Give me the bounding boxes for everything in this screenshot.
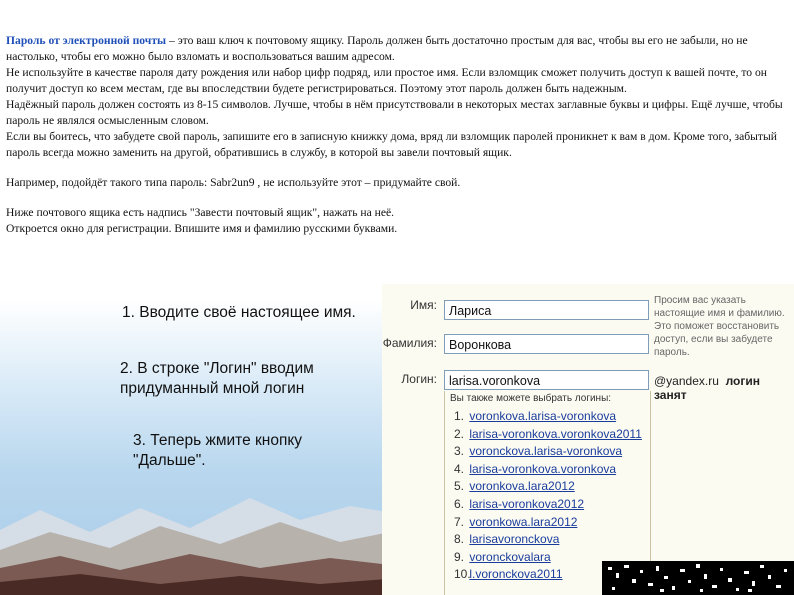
name-hint: Просим вас указать настоящие имя и фамилию. Это поможет восстановить доступ, если вы забудете пароль. xyxy=(654,295,785,358)
domain-suffix: @yandex.ru xyxy=(654,374,719,388)
paragraph-password-intro: Пароль от электронной почты – это ваш ключ к почтовому ящику. Пароль должен быть достаточно простым для вас, чтобы вы его не забыли, но не настолько, чтобы его можно было взломать и воспользоваться вашим адресом. xyxy=(6,34,748,63)
suggestion-link[interactable]: voronckova.larisa-voronkova xyxy=(469,444,623,459)
suggestion-link[interactable]: voronkowa.lara2012 xyxy=(469,514,578,529)
mountains-decoration xyxy=(0,470,400,595)
paragraph-write-down: Если вы боитесь, что забудете свой пароль, запишите его в записную книжку дома, вряд ли взломщик паролей проникнет к вам в дом. Кроме того, забытый пароль всегда можно заменить на другой, обратившись в службу, в которой вы завели почтовый ящик. xyxy=(6,130,777,159)
suggestion-link[interactable]: larisa-voronkova.voronkova xyxy=(469,461,617,476)
paragraph-no-birthdate: Не используйте в качестве пароля дату рождения или набор цифр подряд, или простое имя. Если взломщик сможет получить доступ к вашей почте, то он получит доступ ко всем местам, где вы впоследствии будете регистрироваться. Поэтому этот пароль должен быть надежным. xyxy=(6,66,767,95)
suggestion-item[interactable]: 1. voronkova.larisa-voronkova xyxy=(454,409,617,423)
suggestion-item[interactable]: 8. larisavoronckova xyxy=(454,532,560,547)
suggestion-item[interactable]: 4. larisa-voronkova.voronkova xyxy=(454,461,617,476)
suggestion-link[interactable]: voronkova.lara2012 xyxy=(469,479,575,494)
suggestions-list xyxy=(454,408,642,584)
suggestion-link[interactable]: voronkova.larisa-voronkova xyxy=(469,409,617,423)
suggestion-item[interactable]: 10. l.voronckova2011 xyxy=(454,567,563,582)
step-2-text: 2. В строке "Логин" вводим придуманный мной логин xyxy=(120,360,314,397)
article-text xyxy=(6,33,788,237)
surname-input[interactable]: Воронкова xyxy=(444,334,649,354)
registration-form-screenshot xyxy=(382,284,794,595)
suggestion-item[interactable]: 6. larisa-voronkova2012 xyxy=(454,496,585,511)
surname-label: Фамилия: xyxy=(382,336,437,350)
suggestion-item[interactable]: 3. voronckova.larisa-voronkova xyxy=(454,444,623,459)
password-title: Пароль от электронной почты xyxy=(6,34,167,47)
paragraph-create-mailbox: Ниже почтового ящика есть надпись "Завести почтовый ящик", нажать на неё. xyxy=(6,206,395,219)
login-input[interactable]: larisa.voronkova xyxy=(444,370,649,390)
paragraph-strong-password: Надёжный пароль должен состоять из 8-15 символов. Лучше, чтобы в нём присутствовали в некоторых местах заглавные буквы и цифры. Ещё лучше, чтобы пароль не являлся осмысленным словом. xyxy=(6,98,783,127)
paragraph-example: Например, подойдёт такого типа пароль: Sabr2un9 , не используйте этот – придумайте свой. xyxy=(6,176,461,189)
login-label: Логин: xyxy=(401,372,437,386)
suggestion-link[interactable]: larisa-voronkova.voronkova2011 xyxy=(469,426,642,441)
domain-status xyxy=(654,374,794,402)
suggestion-link[interactable]: voronckovalara xyxy=(469,549,551,564)
suggestions-title: Вы также можете выбрать логины: xyxy=(450,393,612,404)
step-3-text: 3. Теперь жмите кнопку "Дальше". xyxy=(133,432,303,469)
suggestion-item[interactable]: 7. voronkowa.lara2012 xyxy=(454,514,578,529)
name-input[interactable]: Лариса xyxy=(444,300,649,320)
suggestion-link[interactable]: larisa-voronkova2012 xyxy=(469,496,585,511)
noise-pattern-decoration xyxy=(602,561,794,595)
suggestion-item[interactable]: 5. voronkova.lara2012 xyxy=(454,479,575,494)
login-taken-status: логин занят xyxy=(654,374,760,402)
suggestion-link[interactable]: larisavoronckova xyxy=(469,532,560,547)
suggestion-link[interactable]: l.voronckova2011 xyxy=(469,567,563,582)
suggestion-item[interactable]: 9. voronckovalara xyxy=(454,549,551,564)
step-1-text: 1. Вводите своё настоящее имя. xyxy=(122,304,356,321)
paragraph-registration-window: Откроется окно для регистрации. Впишите имя и фамилию русскими буквами. xyxy=(6,222,398,235)
suggestion-item[interactable]: 2. larisa-voronkova.voronkova2011 xyxy=(454,426,642,441)
name-label: Имя: xyxy=(410,298,437,312)
